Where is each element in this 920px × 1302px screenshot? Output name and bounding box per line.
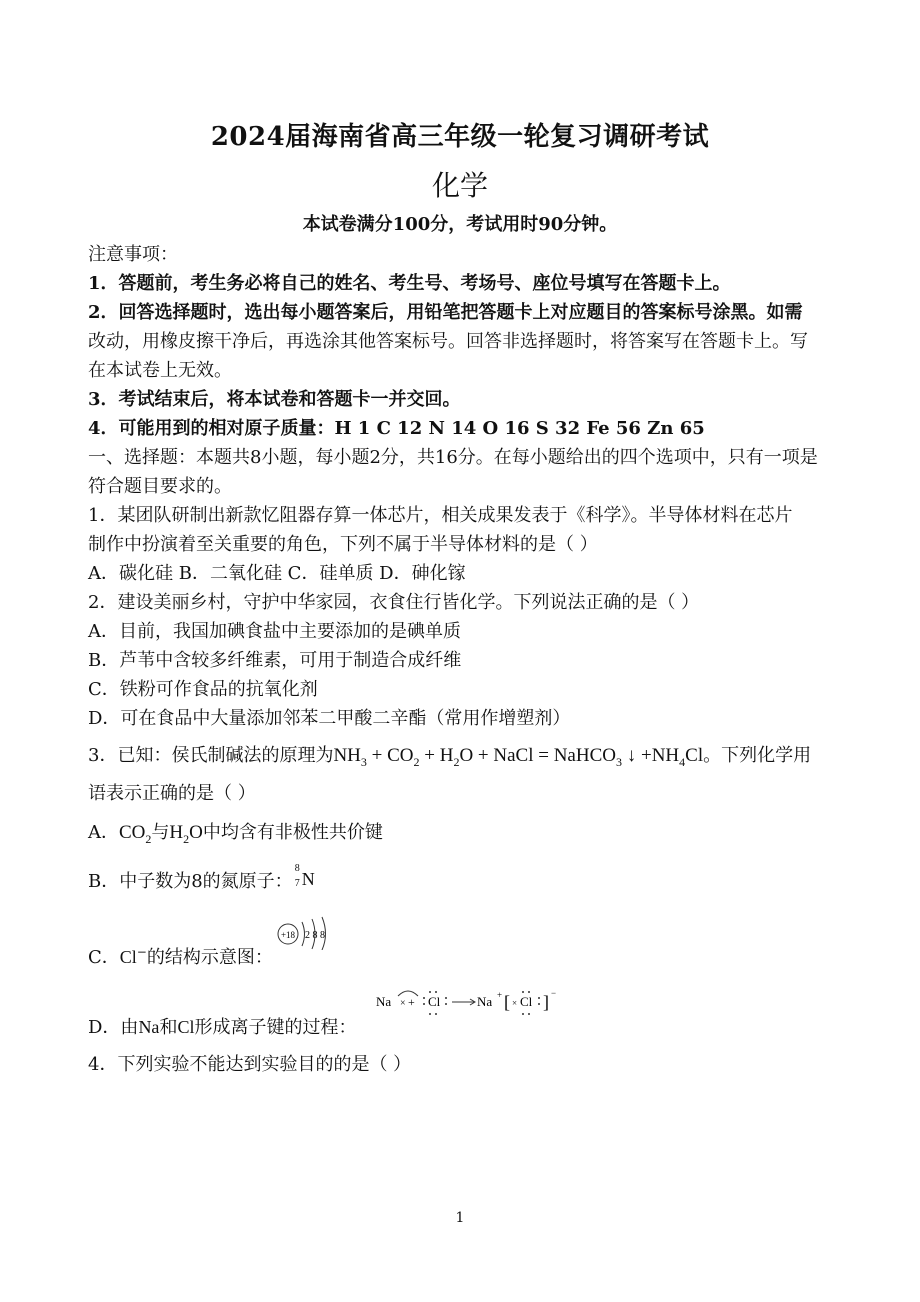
q1-stem-line-1: 1．某团队研制出新款忆阻器存算一体芯片，相关成果发表于《科学》。半导体材料在芯片 bbox=[88, 505, 793, 526]
bracket-left: [ bbox=[504, 992, 510, 1012]
q1-options: A．碳化硅 B．二氧化硅 C．硅单质 D．砷化镓 bbox=[88, 563, 466, 584]
chloride-ion-structure-diagram bbox=[276, 912, 336, 950]
co2-formula: $CO_2$ bbox=[119, 822, 152, 846]
section-1-heading-cont: 符合题目要求的。 bbox=[88, 476, 232, 497]
q3-option-d: D．由Na和Cl形成离子键的过程： bbox=[88, 1017, 357, 1038]
q2-stem: 2．建设美丽乡村，守护中华家园，衣食住行皆化学。下列说法正确的是（ ） bbox=[88, 592, 700, 613]
note-2-line-1: 2．回答选择题时，选出每小题答案后，用铅笔把答题卡上对应题目的答案标号涂黑。如需 bbox=[88, 302, 803, 323]
h2o-formula: $H_2O$ bbox=[169, 822, 203, 846]
q2-option-b: B．芦苇中含较多纤维素，可用于制造合成纤维 bbox=[88, 650, 462, 671]
subject-title: 化学 bbox=[431, 169, 488, 202]
exam-info: 本试卷满分100分，考试用时90分钟。 bbox=[302, 214, 618, 235]
cl-charge: − bbox=[551, 988, 557, 998]
q3-reaction-equation: $NH_3 + CO_2 + H_2O$ + NaCl = NaHCO$_3$ ↓ $+NH_4Cl$ bbox=[333, 745, 704, 769]
page-number: 1 bbox=[455, 1210, 465, 1226]
note-1: 1．答题前，考生务必将自己的姓名、考生号、考场号、座位号填写在答题卡上。 bbox=[88, 273, 731, 294]
q3-stem-suffix: 。下列化学用 bbox=[703, 745, 812, 766]
nitrogen-nuclide: 8 7 N bbox=[294, 863, 315, 889]
cl-atom: Cl bbox=[428, 994, 441, 1009]
note-2-line-2: 改动，用橡皮擦干净后，再选涂其他答案标号。回答非选择题时，将答案写在答题卡上。写 bbox=[88, 331, 808, 352]
q3-option-b: B．中子数为8的氮原子： 8 7 N bbox=[88, 863, 315, 892]
note-2-line-3: 在本试卷上无效。 bbox=[88, 360, 232, 381]
nucleus-charge: +18 bbox=[280, 930, 296, 940]
q3-option-c: C．Cl−的结构示意图： bbox=[88, 945, 273, 968]
transferred-electron: × bbox=[512, 998, 518, 1008]
q3-option-a: A．$CO_2$与$H_2O$中均含有非极性共价键 bbox=[88, 822, 383, 846]
q1-stem-line-2: 制作中扮演着至关重要的角色，下列不属于半导体材料的是（ ） bbox=[88, 534, 598, 555]
shell-electrons: 2 8 8 bbox=[305, 930, 325, 941]
q4-stem: 4．下列实验不能达到实验目的的是（ ） bbox=[88, 1054, 412, 1075]
plus-sign: + bbox=[408, 995, 415, 1009]
cross-electron: × bbox=[400, 998, 406, 1009]
note-4: 4．可能用到的相对原子质量：H 1 C 12 N 14 O 16 S 32 Fe 56 Zn 65 bbox=[88, 418, 705, 439]
q2-option-c: C．铁粉可作食品的抗氧化剂 bbox=[88, 679, 318, 700]
na-charge: + bbox=[497, 990, 503, 1000]
q3-stem-line-1 bbox=[88, 741, 838, 767]
bracket-right: ] bbox=[543, 992, 549, 1012]
q2-option-a: A．目前，我国加碘食盐中主要添加的是碘单质 bbox=[88, 621, 461, 642]
na-atom: Na bbox=[376, 994, 392, 1009]
exam-title: 2024届海南省高三年级一轮复习调研考试 bbox=[210, 122, 710, 152]
note-3: 3．考试结束后，将本试卷和答题卡一并交回。 bbox=[88, 389, 461, 410]
q2-option-d: D．可在食品中大量添加邻苯二甲酸二辛酯（常用作增塑剂） bbox=[88, 708, 571, 729]
q3-stem-line-2: 语表示正确的是（ ） bbox=[88, 783, 256, 804]
notes-heading: 注意事项： bbox=[88, 244, 178, 265]
product-cl: Cl bbox=[520, 994, 533, 1009]
q3-stem-prefix: 3．已知：侯氏制碱法的原理为 bbox=[88, 745, 334, 766]
product-na: Na bbox=[477, 994, 493, 1009]
section-1-heading: 一、选择题：本题共8小题，每小题2分，共16分。在每小题给出的四个选项中，只有一项是 bbox=[88, 447, 818, 468]
